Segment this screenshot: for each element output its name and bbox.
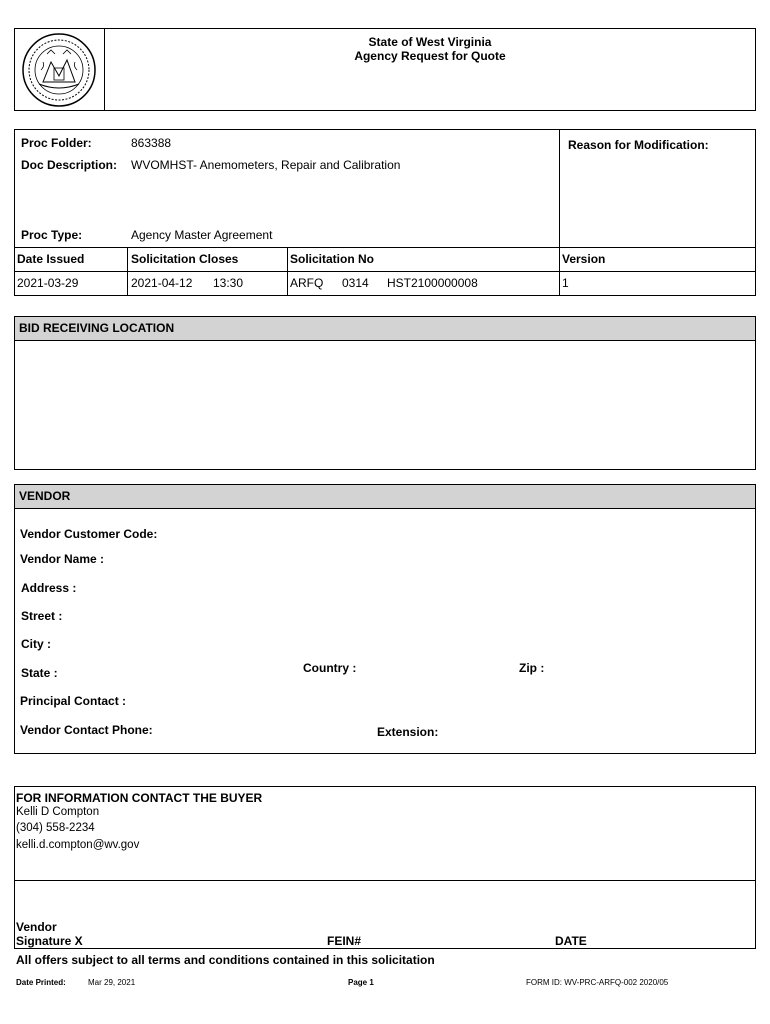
table-top-line (15, 247, 755, 248)
buyer-email: kelli.d.compton@wv.gov (16, 839, 140, 851)
col-divider-1 (127, 247, 128, 295)
zip-label: Zip : (519, 661, 545, 675)
offers-statement: All offers subject to all terms and conditions contained in this solicitation (16, 953, 435, 967)
version-header: Version (562, 252, 606, 266)
buyer-title: FOR INFORMATION CONTACT THE BUYER (16, 791, 263, 805)
extension-label: Extension: (377, 725, 439, 739)
bid-receiving-title: BID RECEIVING LOCATION (15, 317, 755, 341)
state-label: State : (21, 666, 58, 680)
vendor-box (14, 484, 756, 754)
date-issued-header: Date Issued (17, 252, 85, 266)
buyer-box (14, 786, 756, 949)
closes-date-value: 2021-04-12 (131, 276, 193, 290)
doc-description-value: WVOMHST- Anemometers, Repair and Calibration (131, 158, 401, 172)
state-seal-icon (21, 32, 97, 108)
buyer-name: Kelli D Compton (16, 806, 100, 818)
solicitation-closes-header: Solicitation Closes (131, 252, 239, 266)
header-title: Agency Request for Quote (354, 49, 506, 63)
proc-type-label: Proc Type: (21, 228, 83, 242)
date-label: DATE (555, 934, 587, 948)
street-label: Street : (21, 609, 63, 623)
vendor-contact-phone-label: Vendor Contact Phone: (20, 723, 153, 737)
page-number: Page 1 (348, 978, 374, 987)
vendor-title: VENDOR (15, 485, 755, 509)
solicitation-no-header: Solicitation No (290, 252, 374, 266)
date-printed-label: Date Printed: (16, 978, 66, 987)
solicitation-prefix: ARFQ (290, 276, 324, 290)
signature-x-label: Signature X (16, 934, 83, 948)
proc-folder-value: 863388 (131, 136, 172, 150)
date-issued-value: 2021-03-29 (17, 276, 79, 290)
address-label: Address : (21, 581, 77, 595)
header-box (14, 28, 756, 111)
date-printed-value: Mar 29, 2021 (88, 978, 136, 987)
proc-folder-label: Proc Folder: (21, 136, 92, 150)
signature-vendor-label: Vendor (16, 920, 57, 934)
proc-box (14, 129, 756, 296)
vendor-name-label: Vendor Name : (20, 552, 105, 566)
buyer-phone: (304) 558-2234 (16, 822, 95, 834)
buyer-signature-divider (15, 880, 755, 881)
fein-label: FEIN# (327, 934, 362, 948)
table-mid-line (15, 271, 755, 272)
proc-type-value: Agency Master Agreement (131, 228, 273, 242)
version-value: 1 (562, 276, 569, 290)
country-label: Country : (303, 661, 357, 675)
reason-for-modification-label: Reason for Modification: (568, 138, 709, 152)
header-state: State of West Virginia (368, 35, 492, 49)
vendor-customer-code-label: Vendor Customer Code: (20, 527, 158, 541)
col-divider-2 (287, 247, 288, 295)
city-label: City : (21, 637, 51, 651)
form-id: FORM ID: WV-PRC-ARFQ-002 2020/05 (526, 978, 669, 987)
solicitation-agency: 0314 (342, 276, 369, 290)
solicitation-number: HST2100000008 (387, 276, 478, 290)
principal-contact-label: Principal Contact : (20, 694, 127, 708)
bid-receiving-box (14, 316, 756, 470)
closes-time-value: 13:30 (213, 276, 244, 290)
doc-description-label: Doc Description: (21, 158, 118, 172)
